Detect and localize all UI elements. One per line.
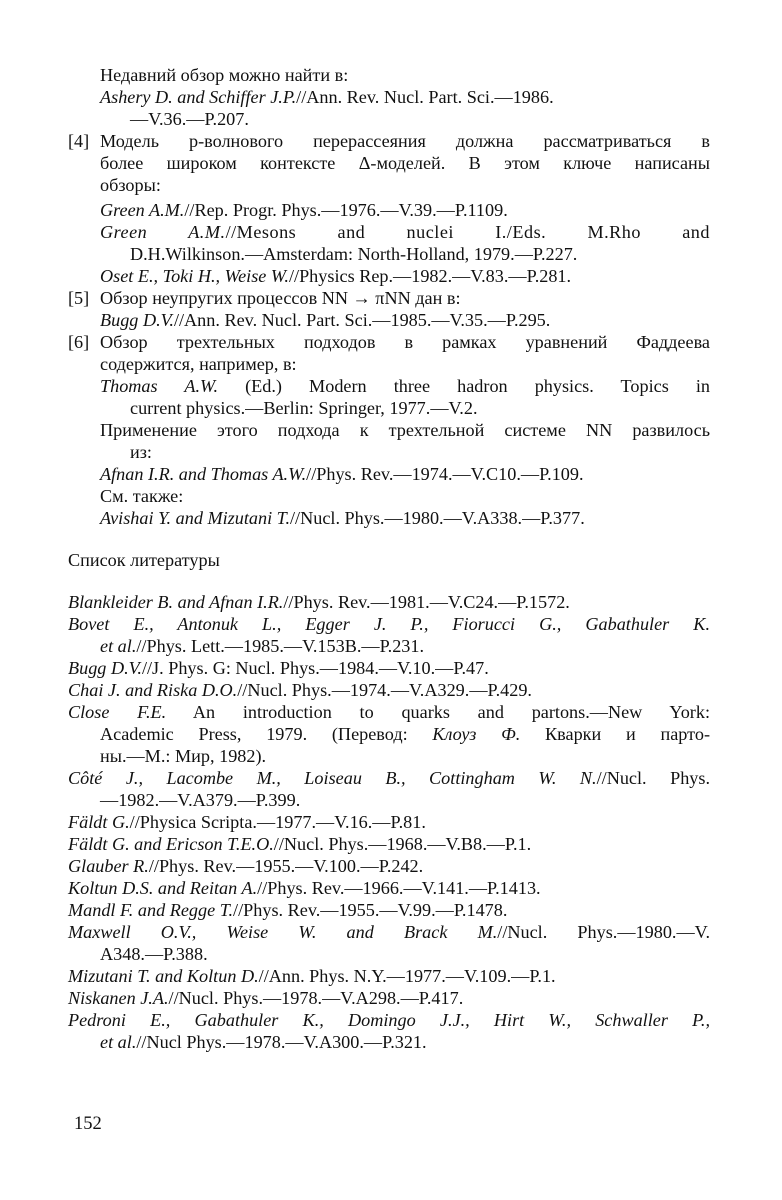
bib-entry (68, 679, 710, 701)
ref-authors: Blankleider B. and Afnan I.R. (68, 592, 284, 612)
ref-sep: // (283, 592, 294, 612)
ref-authors: Avishai Y. and Mizutani T. (100, 508, 290, 528)
ref-rest: (Ed.) Modern three hadron physics. Topics in (218, 376, 710, 396)
note-6-mid-line-2: из: (130, 442, 152, 462)
bib-entry (68, 767, 710, 811)
ref-rest: Rep. Progr. Phys.—1976.—V.39.—P.1109. (194, 200, 508, 220)
ref-rest: Nucl. Phys.—1974.—V.A329.—P.429. (247, 680, 532, 700)
note-4-ref-2 (68, 221, 710, 243)
ref-rest: Phys. Rev.—1981.—V.C24.—P.1572. (293, 592, 570, 612)
note-6-ref-3 (68, 507, 710, 529)
ref-authors: Thomas A.W. (100, 376, 219, 396)
note-6-mid-line-1: Применение этого подхода к трехтельной системе NN развилось (100, 420, 710, 440)
ref-sep: // (596, 768, 607, 788)
ref-authors: Koltun D.S. and Reitan A. (68, 878, 258, 898)
note-6 (68, 331, 710, 375)
ref-authors: Côté J., Lacombe M., Loiseau B., Cottingham W. N. (68, 768, 597, 788)
ref-authors: Close F.E. (68, 702, 167, 722)
note-4-ref-1 (68, 199, 710, 221)
bib-entry (68, 811, 710, 833)
ref-rest: Academic Press, 1979. (Перевод: (100, 724, 433, 744)
ref-authors: Fäldt G. (68, 812, 130, 832)
note-4 (68, 130, 710, 196)
ref-sep: // (129, 812, 140, 832)
ref-rest: Nucl. Phys.—1968.—V.B8.—P.1. (283, 834, 532, 854)
note-5-line-1: Обзор неупругих процессов NN → πNN дан в: (100, 288, 461, 308)
ref-sep: // (148, 856, 159, 876)
note-6-ref-2 (68, 463, 710, 485)
bib-entry-line-1 (68, 767, 710, 789)
note-5-ref-1 (68, 309, 710, 331)
ref-rest: //Phys. Lett.—1985.—V.153B.—P.231. (136, 636, 425, 656)
ref-authors: Niskanen J.A. (68, 988, 169, 1008)
bib-entry (68, 899, 710, 921)
bib-entry (68, 877, 710, 899)
ref-sep: // (141, 658, 153, 678)
note-number: [4] (68, 131, 90, 151)
bib-entry-line-1 (68, 1009, 710, 1031)
note-4-line-2: более широком контексте Δ-моделей. В этом ключе написаны (100, 153, 710, 173)
note-6-also: См. также: (100, 486, 184, 506)
bib-entry-line-1 (68, 921, 710, 943)
ref-authors: Chai J. and Riska D.O. (68, 680, 238, 700)
bibliography-list (68, 591, 710, 1053)
note-intro-text: Недавний обзор можно найти в: (100, 65, 349, 85)
ref-authors: Bovet E., Antonuk L., Egger J. P., Fiorucci G., Gabathuler K. (68, 614, 710, 634)
ref-sep: // (497, 922, 508, 942)
bib-entry (68, 591, 710, 613)
bib-entry-line-1 (68, 613, 710, 635)
ref-rest: Nucl. Phys.—1980.—V. (507, 922, 710, 942)
ref-authors: Green A.M. (100, 200, 185, 220)
ref-sep: // (273, 834, 284, 854)
note-4-ref-2-cont: D.H.Wilkinson.—Amsterdam: North-Holland, 1979.—P.227. (130, 244, 578, 264)
note-5 (68, 287, 710, 309)
ref-authors: Afnan I.R. and Thomas A.W. (100, 464, 307, 484)
bib-entry-line-2 (68, 723, 710, 745)
bib-entry-line-2: A348.—P.388. (100, 944, 208, 964)
note-6-ref-1 (68, 375, 710, 397)
note-4-line-3: обзоры: (100, 175, 161, 195)
ref-authors: Клоуз Ф. (432, 724, 521, 744)
ref-authors: Green A.M. (100, 222, 226, 242)
ref-sep: // (306, 464, 317, 484)
ref-rest: Nucl. Phys.—1978.—V.A298.—P.417. (178, 988, 464, 1008)
ref-etal: et al. (100, 636, 137, 656)
ref-authors: Maxwell O.V., Weise W. and Brack M. (68, 922, 498, 942)
ref-rest: Physica Scripta.—1977.—V.16.—P.81. (139, 812, 426, 832)
bib-entry (68, 657, 710, 679)
note-number: [5] (68, 288, 90, 308)
ref-authors: Pedroni E., Gabathuler K., Domingo J.J., Hirt W., Schwaller P., (68, 1010, 710, 1030)
page-number: 152 (74, 1114, 102, 1134)
note-intro-ref (68, 86, 710, 108)
ref-sep: // (184, 200, 195, 220)
ref-rest: Mesons and nuclei I./Eds. M.Rho and (236, 222, 710, 242)
bib-entry (68, 921, 710, 965)
ref-authors: Mandl F. and Regge T. (68, 900, 234, 920)
ref-sep: // (290, 508, 301, 528)
note-6-line-2: содержится, например, в: (100, 354, 297, 374)
ref-sep: // (233, 900, 244, 920)
bib-entry-line-1 (68, 701, 710, 723)
bib-entry-line-2 (68, 1031, 710, 1053)
bib-entry (68, 613, 710, 657)
page-body (68, 64, 710, 1053)
bib-entry (68, 965, 710, 987)
ref-sep: // (168, 988, 179, 1008)
ref-authors: Oset E., Toki H., Weise W. (100, 266, 289, 286)
ref-rest: Nucl. Phys.—1980.—V.A338.—P.377. (300, 508, 585, 528)
ref-authors: Fäldt G. and Ericson T.E.O. (68, 834, 274, 854)
ref-authors: Ashery D. and Schiffer J.P. (100, 87, 297, 107)
bib-entry (68, 1009, 710, 1053)
ref-sep: // (173, 310, 185, 330)
bib-entry (68, 987, 710, 1009)
ref-rest: Ann. Rev. Nucl. Part. Sci.—1986. (306, 87, 554, 107)
ref-sep: // (296, 87, 307, 107)
ref-authors: Bugg D.V. (100, 310, 174, 330)
ref-rest: Ann. Phys. N.Y.—1977.—V.109.—P.1. (268, 966, 556, 986)
bib-entry-line-2: —1982.—V.A379.—P.399. (100, 790, 301, 810)
ref-sep: // (237, 680, 248, 700)
note-number: [6] (68, 332, 90, 352)
note-6-ref-1-cont: current physics.—Berlin: Springer, 1977.—V.2. (130, 398, 478, 418)
ref-rest: Phys. Rev.—1955.—V.99.—P.1478. (243, 900, 508, 920)
ref-authors: Glauber R. (68, 856, 149, 876)
note-6-line-1: Обзор трехтельных подходов в рамках уравнений Фаддеева (100, 332, 710, 352)
ref-rest: An introduction to quarks and partons.—New York: (166, 702, 710, 722)
ref-rest: Physics Rep.—1982.—V.83.—P.281. (299, 266, 572, 286)
note-4-line-1: Модель p-волнового перерассеяния должна рассматриваться в (100, 131, 710, 151)
ref-sep: // (257, 878, 268, 898)
ref-etal: et al. (100, 1032, 137, 1052)
ref-sep: // (288, 266, 300, 286)
ref-authors: Mizutani T. and Koltun D. (68, 966, 259, 986)
note-4-ref-3 (68, 265, 710, 287)
ref-rest: J. Phys. G: Nucl. Phys.—1984.—V.10.—P.47. (152, 658, 489, 678)
bib-entry (68, 833, 710, 855)
section-title: Список литературы (68, 550, 220, 570)
ref-sep: // (225, 222, 237, 242)
ref-rest: Phys. Rev.—1955.—V.100.—P.242. (158, 856, 424, 876)
bib-entry-line-3: ны.—М.: Мир, 1982). (100, 746, 267, 766)
ref-rest: Ann. Rev. Nucl. Part. Sci.—1985.—V.35.—P.295. (184, 310, 551, 330)
ref-authors: Bugg D.V. (68, 658, 142, 678)
ref-rest: //Nucl Phys.—1978.—V.A300.—P.321. (136, 1032, 427, 1052)
ref-rest: Кварки и парто- (520, 724, 711, 744)
bib-entry (68, 701, 710, 767)
bib-entry-line-2 (68, 635, 710, 657)
ref-rest: Phys. Rev.—1966.—V.141.—P.1413. (267, 878, 541, 898)
bib-entry (68, 855, 710, 877)
ref-rest: Nucl. Phys. (606, 768, 710, 788)
ref-sep: // (258, 966, 269, 986)
note-intro-ref-cont: —V.36.—P.207. (130, 109, 249, 129)
ref-rest: Phys. Rev.—1974.—V.C10.—P.109. (316, 464, 584, 484)
